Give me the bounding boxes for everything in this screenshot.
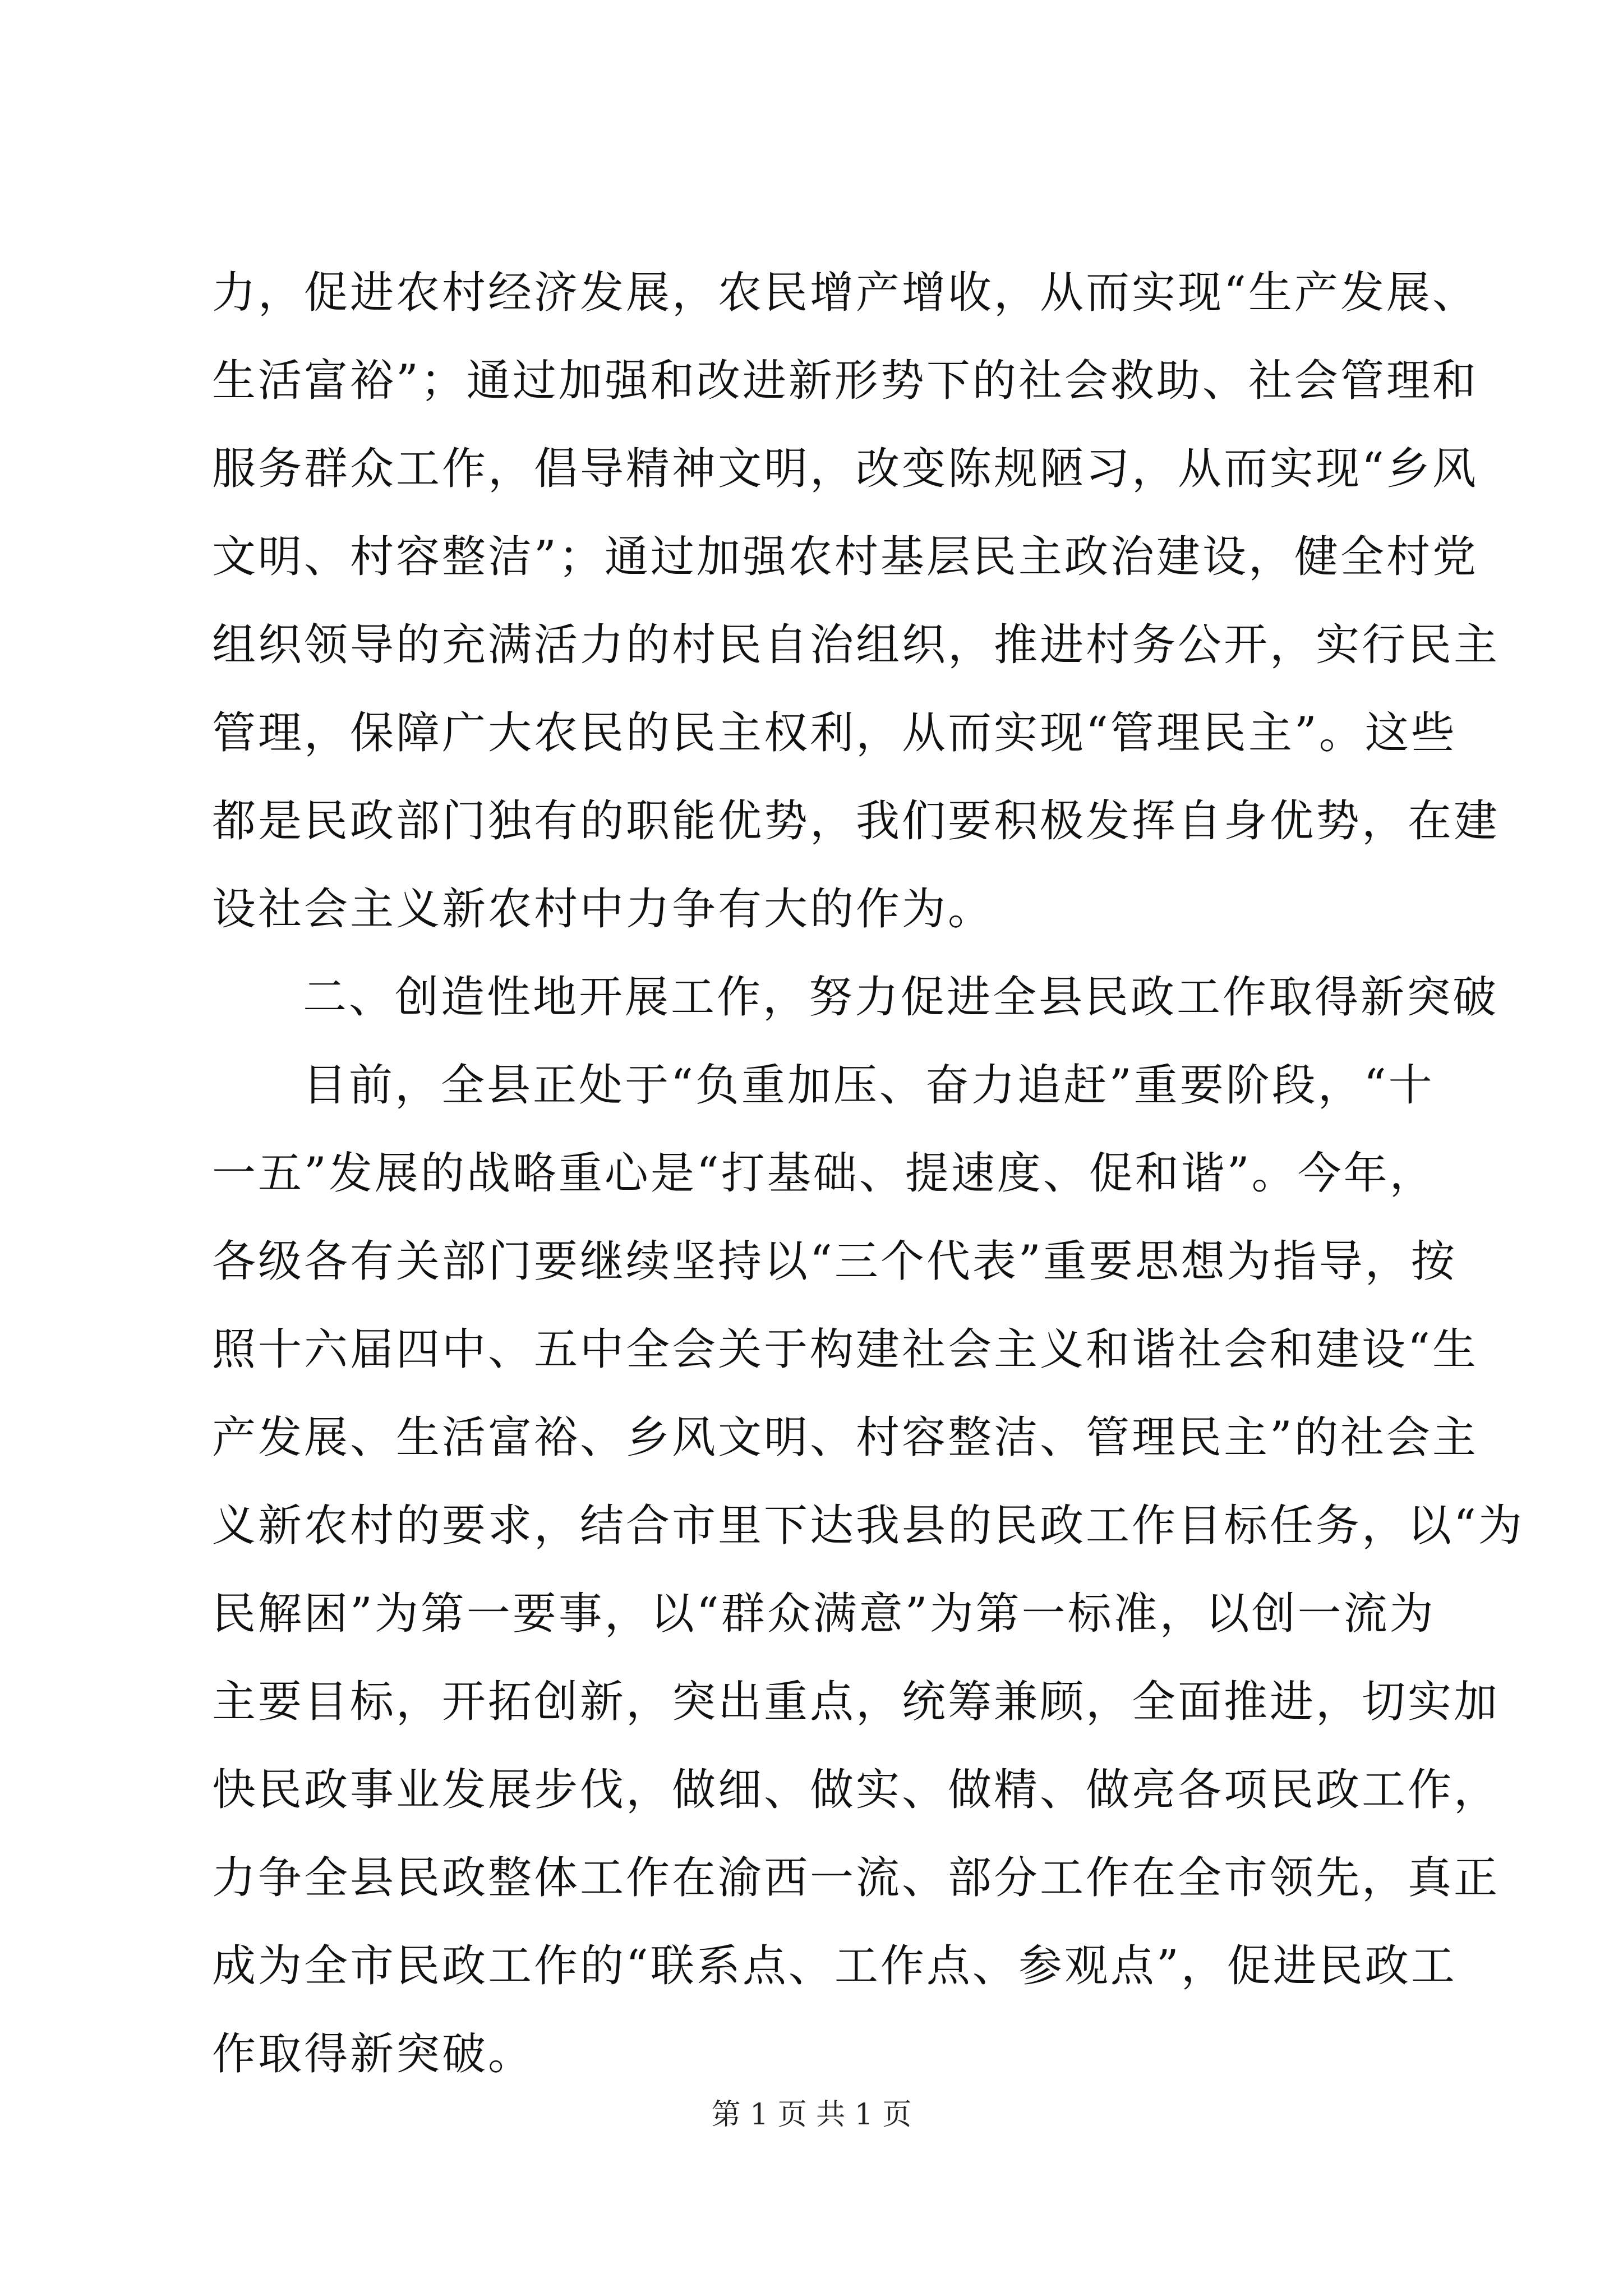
- section-heading: 二、创造性地开展工作，努力促进全县民政工作取得新突破: [303, 972, 1499, 1023]
- body-line-18: 快民政事业发展步伐，做细、做实、做精、做亮各项民政工作，: [212, 1765, 1500, 1815]
- body-line-12: 各级各有关部门要继续坚持以“三个代表”重要思想为指导，按: [212, 1236, 1457, 1287]
- body-line-7: 都是民政部门独有的职能优势，我们要积极发挥自身优势，在建: [212, 796, 1500, 846]
- body-line-5: 组织领导的充满活力的村民自治组织，推进村务公开，实行民主: [212, 620, 1500, 670]
- body-line-4: 文明、村容整洁”；通过加强农村基层民主政治建设，健全村党: [212, 532, 1478, 582]
- body-line-14: 产发展、生活富裕、乡风文明、村容整洁、管理民主”的社会主: [212, 1412, 1478, 1463]
- body-line-6: 管理，保障广大农民的民主权利，从而实现“管理民主”。这些: [212, 708, 1457, 758]
- body-line-13: 照十六届四中、五中全会关于构建社会主义和谐社会和建设“生: [212, 1324, 1478, 1375]
- body-line-8: 设社会主义新农村中力争有大的作为。: [212, 884, 994, 935]
- body-line-11: 一五”发展的战略重心是“打基础、提速度、促和谐”。今年，: [212, 1148, 1436, 1199]
- body-line-17: 主要目标，开拓创新，突出重点，统筹兼顾，全面推进，切实加: [212, 1677, 1500, 1727]
- body-line-16: 民解困”为第一要事，以“群众满意”为第一标准，以创一流为: [212, 1589, 1436, 1639]
- page-number-footer: 第 1 页 共 1 页: [711, 2098, 912, 2132]
- body-line-19: 力争全县民政整体工作在渝西一流、部分工作在全市领先，真正: [212, 1853, 1500, 1903]
- body-line-10: 目前，全县正处于“负重加压、奋力追赶”重要阶段，“十: [303, 1060, 1435, 1111]
- body-line-1: 力，促进农村经济发展，农民增产增收，从而实现“生产发展、: [212, 268, 1478, 318]
- body-line-3: 服务群众工作，倡导精神文明，改变陈规陋习，从而实现“乡风: [212, 444, 1478, 494]
- body-line-21: 作取得新突破。: [212, 2029, 534, 2079]
- body-line-2: 生活富裕”；通过加强和改进新形势下的社会救助、社会管理和: [212, 356, 1478, 406]
- body-line-15: 义新农村的要求，结合市里下达我县的民政工作目标任务，以“为: [212, 1501, 1524, 1551]
- body-line-20: 成为全市民政工作的“联系点、工作点、参观点”，促进民政工: [212, 1941, 1457, 1991]
